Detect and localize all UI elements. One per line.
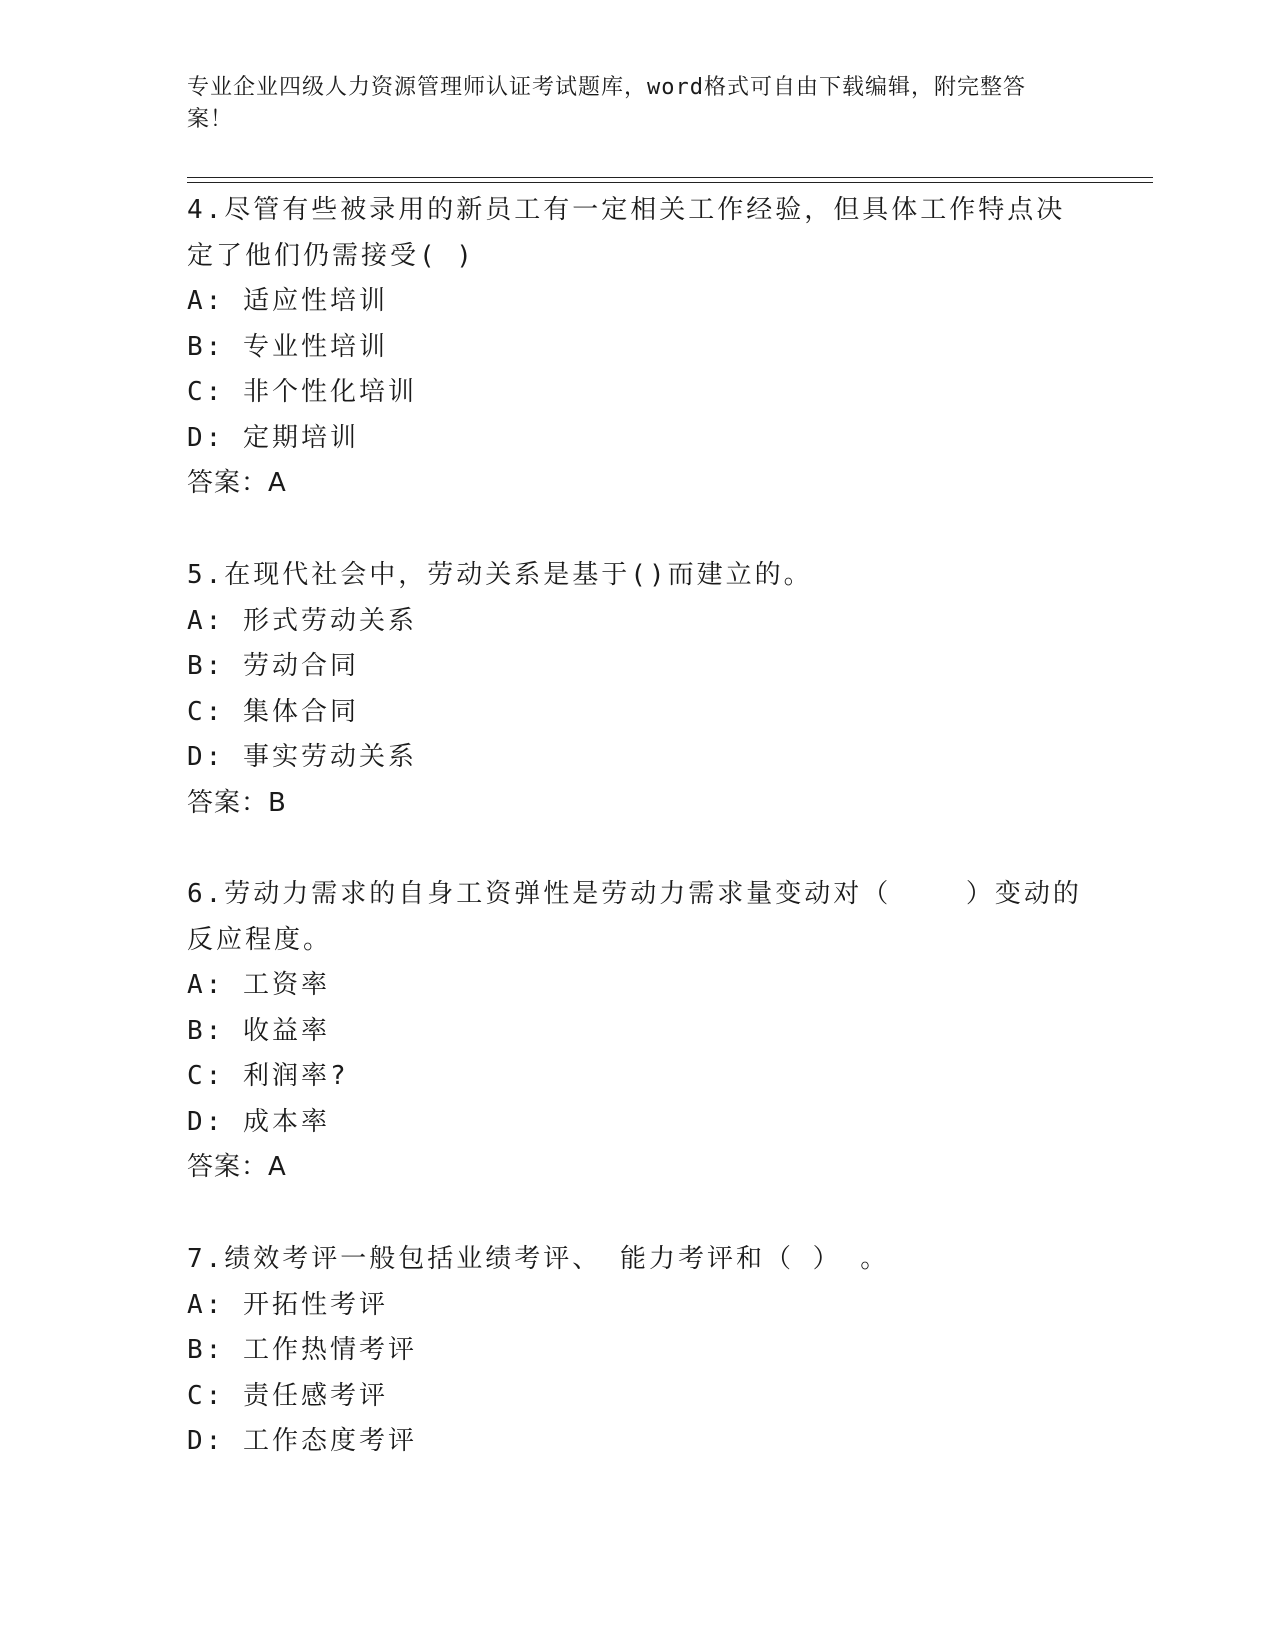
question-stem-line: 反应程度。: [187, 924, 333, 955]
question-7: [187, 1237, 1087, 1465]
answer-label: 答案：A: [187, 468, 287, 498]
option-c: C: 集体合同: [187, 696, 359, 727]
option-a: A: 工资率: [187, 970, 330, 1000]
document-header: 专业企业四级人力资源管理师认证考试题库，word格式可自由下载编辑，附完整答案！: [187, 75, 1026, 132]
option-b: B: 劳动合同: [187, 651, 359, 681]
question-4: [187, 188, 1087, 507]
answer-label: 答案：B: [187, 787, 287, 818]
option-a: A: 适应性培训: [187, 286, 388, 316]
question-stem-line: 定了他们仍需接受( ): [187, 240, 475, 271]
option-d: D: 事实劳动关系: [187, 742, 417, 772]
option-d: D: 工作态度考评: [187, 1426, 417, 1456]
question-6: [187, 872, 1087, 1191]
option-b: B: 收益率: [187, 1015, 330, 1046]
question-5: [187, 553, 1087, 826]
option-c: C: 责任感考评: [187, 1380, 388, 1411]
answer-label: 答案：A: [187, 1152, 287, 1182]
header-divider-top: [187, 177, 1153, 178]
question-stem-line: 7.绩效考评一般包括业绩考评、 能力考评和（ ） 。: [187, 1244, 890, 1274]
header-divider-bottom: [187, 182, 1153, 183]
option-b: B: 工作热情考评: [187, 1335, 417, 1365]
question-stem-line: 6.劳动力需求的自身工资弹性是劳动力需求量变动对（ ）变动的: [187, 879, 1082, 909]
option-d: D: 定期培训: [187, 422, 359, 453]
question-stem-line: 4.尽管有些被录用的新员工有一定相关工作经验，但具体工作特点决: [187, 195, 1066, 225]
option-a: A: 开拓性考评: [187, 1289, 388, 1320]
option-c: C: 非个性化培训: [187, 377, 417, 407]
question-stem-line: 5.在现代社会中，劳动关系是基于()而建立的。: [187, 560, 813, 590]
option-a: A: 形式劳动关系: [187, 605, 417, 636]
option-c: C: 利润率?: [187, 1061, 349, 1091]
option-d: D: 成本率: [187, 1106, 330, 1137]
option-b: B: 专业性培训: [187, 331, 388, 362]
